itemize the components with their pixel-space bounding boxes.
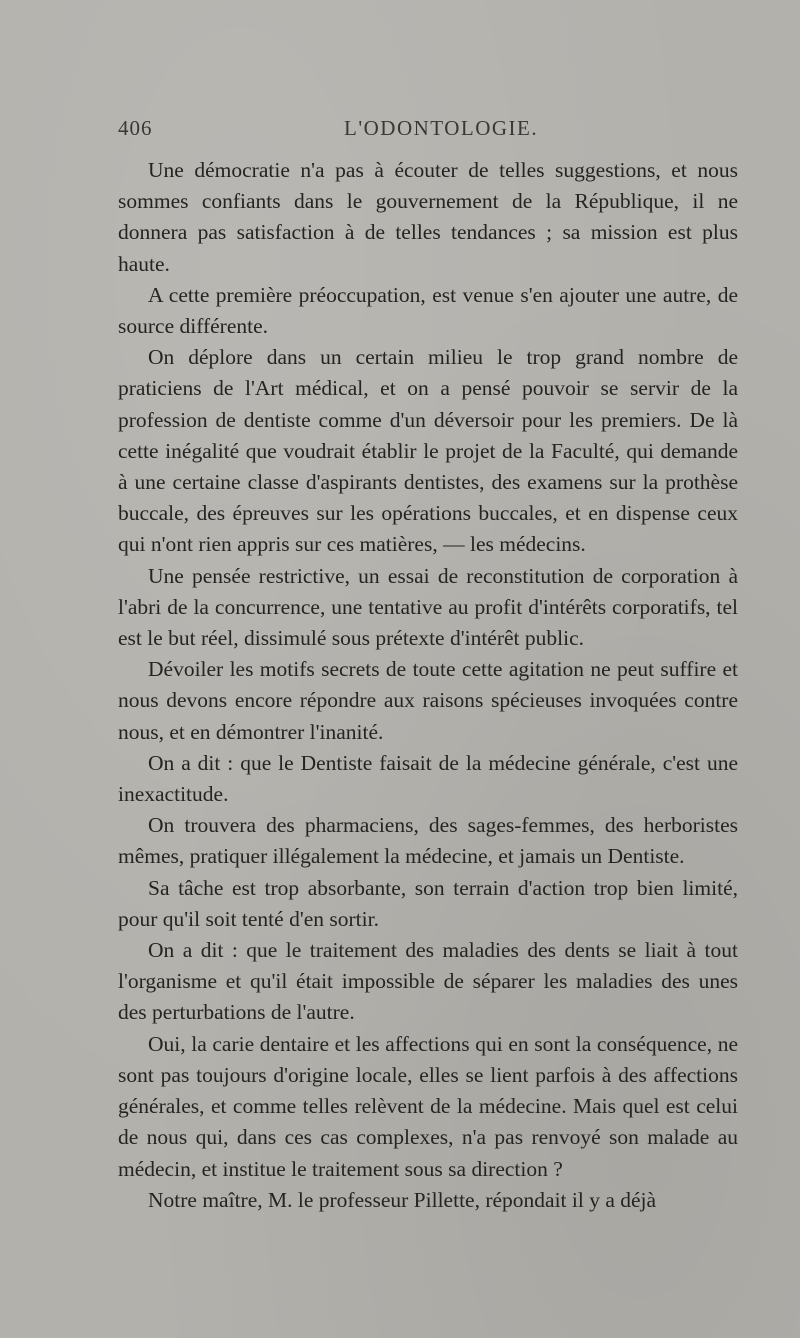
paragraph-6: On a dit : que le Dentiste faisait de la médecine générale, c'est une inexactitude. — [118, 750, 738, 807]
page-header — [118, 116, 738, 146]
paragraph-8: Sa tâche est trop absorbante, son terrain d'action trop bien limité, pour qu'il soit tenté d'en sortir. — [118, 875, 738, 931]
paragraph-1: Une démocratie n'a pas à écouter de telles suggestions, et nous sommes confiants dans le gouvernement de la République, il ne donnera pas satisfaction à de telles tendances ; sa mission est plus haute. — [118, 158, 738, 276]
body-text — [118, 155, 738, 1216]
paragraph-5: Dévoiler les motifs secrets de toute cette agitation ne peut suffire et nous devons encore répondre aux raisons spécieuses invoquées contre nous, et en démontrer l'inanité. — [118, 657, 738, 744]
paragraph-3: On déplore dans un certain milieu le trop grand nombre de praticiens de l'Art médical, et on a pensé pouvoir se servir de la profession de dentiste comme d'un déversoir pour les premiers. De là cette inégalité que voudrait établir le projet de la Faculté, qui demande à une certaine classe d'aspirants dentistes, des examens sur la prothèse buccale, des épreuves sur les opérations buccales, et en dispense ceux qui n'ont rien appris sur ces matières, — les médecins. — [118, 345, 738, 557]
paragraph-4: Une pensée restrictive, un essai de reconstitution de corporation à l'abri de la concurrence, une tentative au profit d'intérêts corporatifs, tel est le but réel, dissimulé sous prétexte d'intérêt public. — [118, 563, 738, 651]
paragraph-11: Notre maître, M. le professeur Pillette, répondait il y a déjà — [148, 1187, 657, 1212]
paragraph-2: A cette première préoccupation, est venue s'en ajouter une autre, de source différente. — [118, 282, 738, 339]
running-title: L'ODONTOLOGIE. — [344, 116, 539, 140]
paragraph-9: On a dit : que le traitement des maladies des dents se liait à tout l'organisme et qu'il était impossible de séparer les maladies des unes des perturbations de l'autre. — [118, 938, 738, 1025]
paragraph-10: Oui, la carie dentaire et les affections qui en sont la conséquence, ne sont pas toujours d'origine locale, elles se lient parfois à des affections générales, et comme telles relèvent de la médecine. Mais quel est celui de nous qui, dans ces cas complexes, n'a pas renvoyé son malade au médecin, et institue le traitement sous sa direction ? — [118, 1031, 738, 1181]
paragraph-7: On trouvera des pharmaciens, des sages-femmes, des herboristes mêmes, pratiquer illégalement la médecine, et jamais un Dentiste. — [118, 813, 738, 869]
page-number: 406 — [118, 116, 153, 140]
